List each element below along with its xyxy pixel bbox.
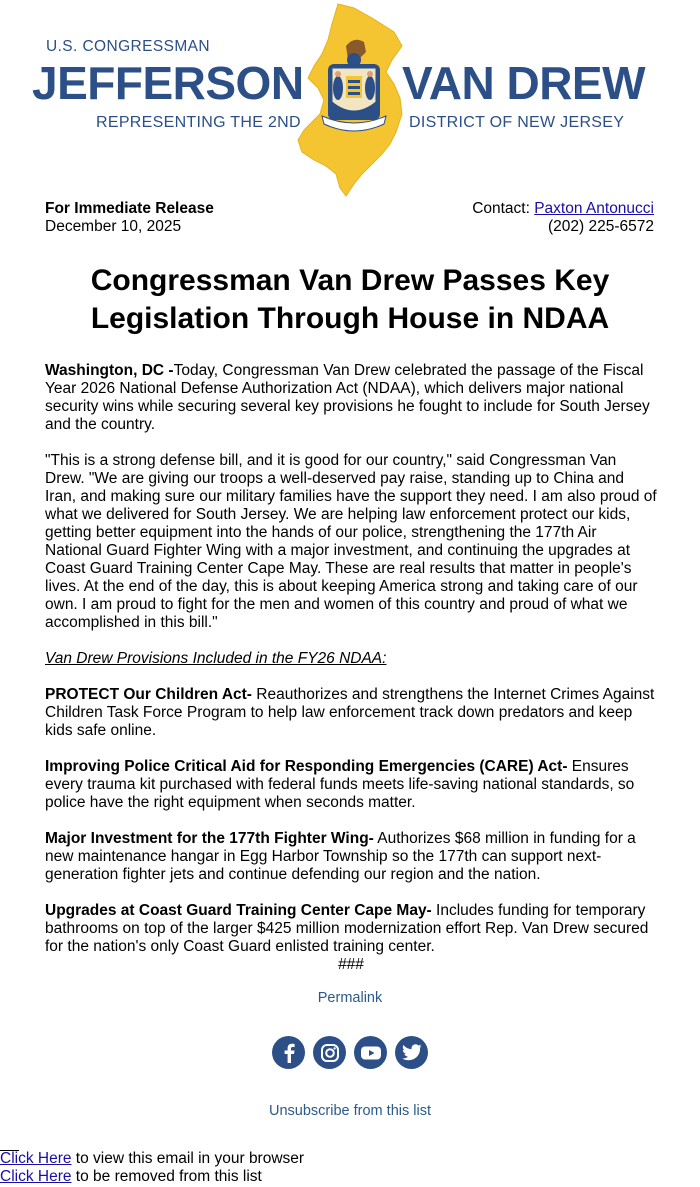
facebook-icon[interactable] [272,1036,305,1069]
page-title: Congressman Van Drew Passes Key Legislation Through House in NDAA [90,264,610,335]
provision-title: Major Investment for the 177th Fighter Wing- [45,830,374,847]
provisions-heading: Van Drew Provisions Included in the FY26 NDAA: [45,650,387,667]
quote-paragraph: "This is a strong defense bill, and it is good for our country," said Congressman Van Drew. "We are giving our troops a well-deserved pay raise, standing up to China and Iran, and making sure our military families have the support they need. I am also proud of what we delivered for South Jersey. We are helping law enforcement protect our kids, getting better equipment into the hands of our police, strengthening the 177th Air National Guard Fighter Wing with a major investment, and continuing the upgrades at Coast Guard Training Center Cape May. These are real results that matter in people's lives. At the end of the day, this is about keeping America strong and taking care of our own. I am proud to fight for the men and women of this country and proud of what we accomplished in this bill." [45,452,657,631]
provision-item [45,686,657,740]
release-date: December 10, 2025 [45,218,182,235]
provision-item [45,758,657,812]
view-in-browser-link[interactable]: Click Here [0,1150,72,1167]
header-banner [0,0,700,200]
browser-view-text: to view this email in your browser [71,1150,305,1167]
contact-label: Contact: [472,200,535,217]
contact-line [472,200,654,218]
permalink-link[interactable]: Permalink [317,990,383,1006]
banner-first-name: JEFFERSON [32,57,304,109]
remove-text: to be removed from this list [71,1168,262,1185]
instagram-icon[interactable] [313,1036,346,1069]
provision-item [45,830,657,884]
closing-marks: ### [338,956,364,973]
provision-item [45,902,657,956]
provision-title: PROTECT Our Children Act- [45,686,252,703]
provision-text: Includes funding for temporary bathrooms on top of the larger $425 million modernization effort Rep. Van Drew secured for the nation's only Coast Guard enlisted training center. [45,902,649,955]
contact-name-link[interactable]: Paxton Antonucci [534,200,654,217]
banner-last-name: VAN DREW [402,57,646,109]
release-label: For Immediate Release [45,200,214,217]
new-jersey-state-logo [294,2,410,198]
intro-paragraph [45,362,657,434]
press-release-body [45,362,657,974]
browser-view-line [0,1150,304,1168]
youtube-icon[interactable] [354,1036,387,1069]
banner-tagline-left: REPRESENTING THE 2ND [96,114,301,131]
dateline: Washington, DC - [45,362,174,379]
unsubscribe-link[interactable]: Unsubscribe from this list [269,1103,431,1119]
provision-title: Improving Police Critical Aid for Responding Emergencies (CARE) Act- [45,758,568,775]
provision-text: Ensures every trauma kit purchased with federal funds meets life-saving national standards, so police have the right equipment when seconds matter. [45,758,635,811]
social-icons [272,1036,428,1070]
release-info [45,200,214,236]
twitter-icon[interactable] [395,1036,428,1069]
email-footer [0,1150,304,1186]
contact-phone: (202) 225-6572 [548,218,654,235]
provision-title: Upgrades at Coast Guard Training Center Cape May- [45,902,432,919]
remove-line [0,1168,304,1186]
provision-text: Reauthorizes and strengthens the Internet Crimes Against Children Task Force Program to help law enforcement track down predators and keep kids safe online. [45,686,655,739]
contact-info [472,200,654,236]
remove-from-list-link[interactable]: Click Here [0,1168,72,1185]
provision-text: Authorizes $68 million in funding for a new maintenance hangar in Egg Harbor Township so the 177th can support next-generation fighter jets and continue defending our region and the nation. [45,830,636,883]
intro-text: Today, Congressman Van Drew celebrated the passage of the Fiscal Year 2026 National Defense Authorization Act (NDAA), which delivers major national security wins while securing several key provisions he fought to include for South Jersey and the country. [45,362,650,433]
banner-tagline-right: DISTRICT OF NEW JERSEY [409,114,625,131]
banner-overline: U.S. CONGRESSMAN [46,38,211,55]
